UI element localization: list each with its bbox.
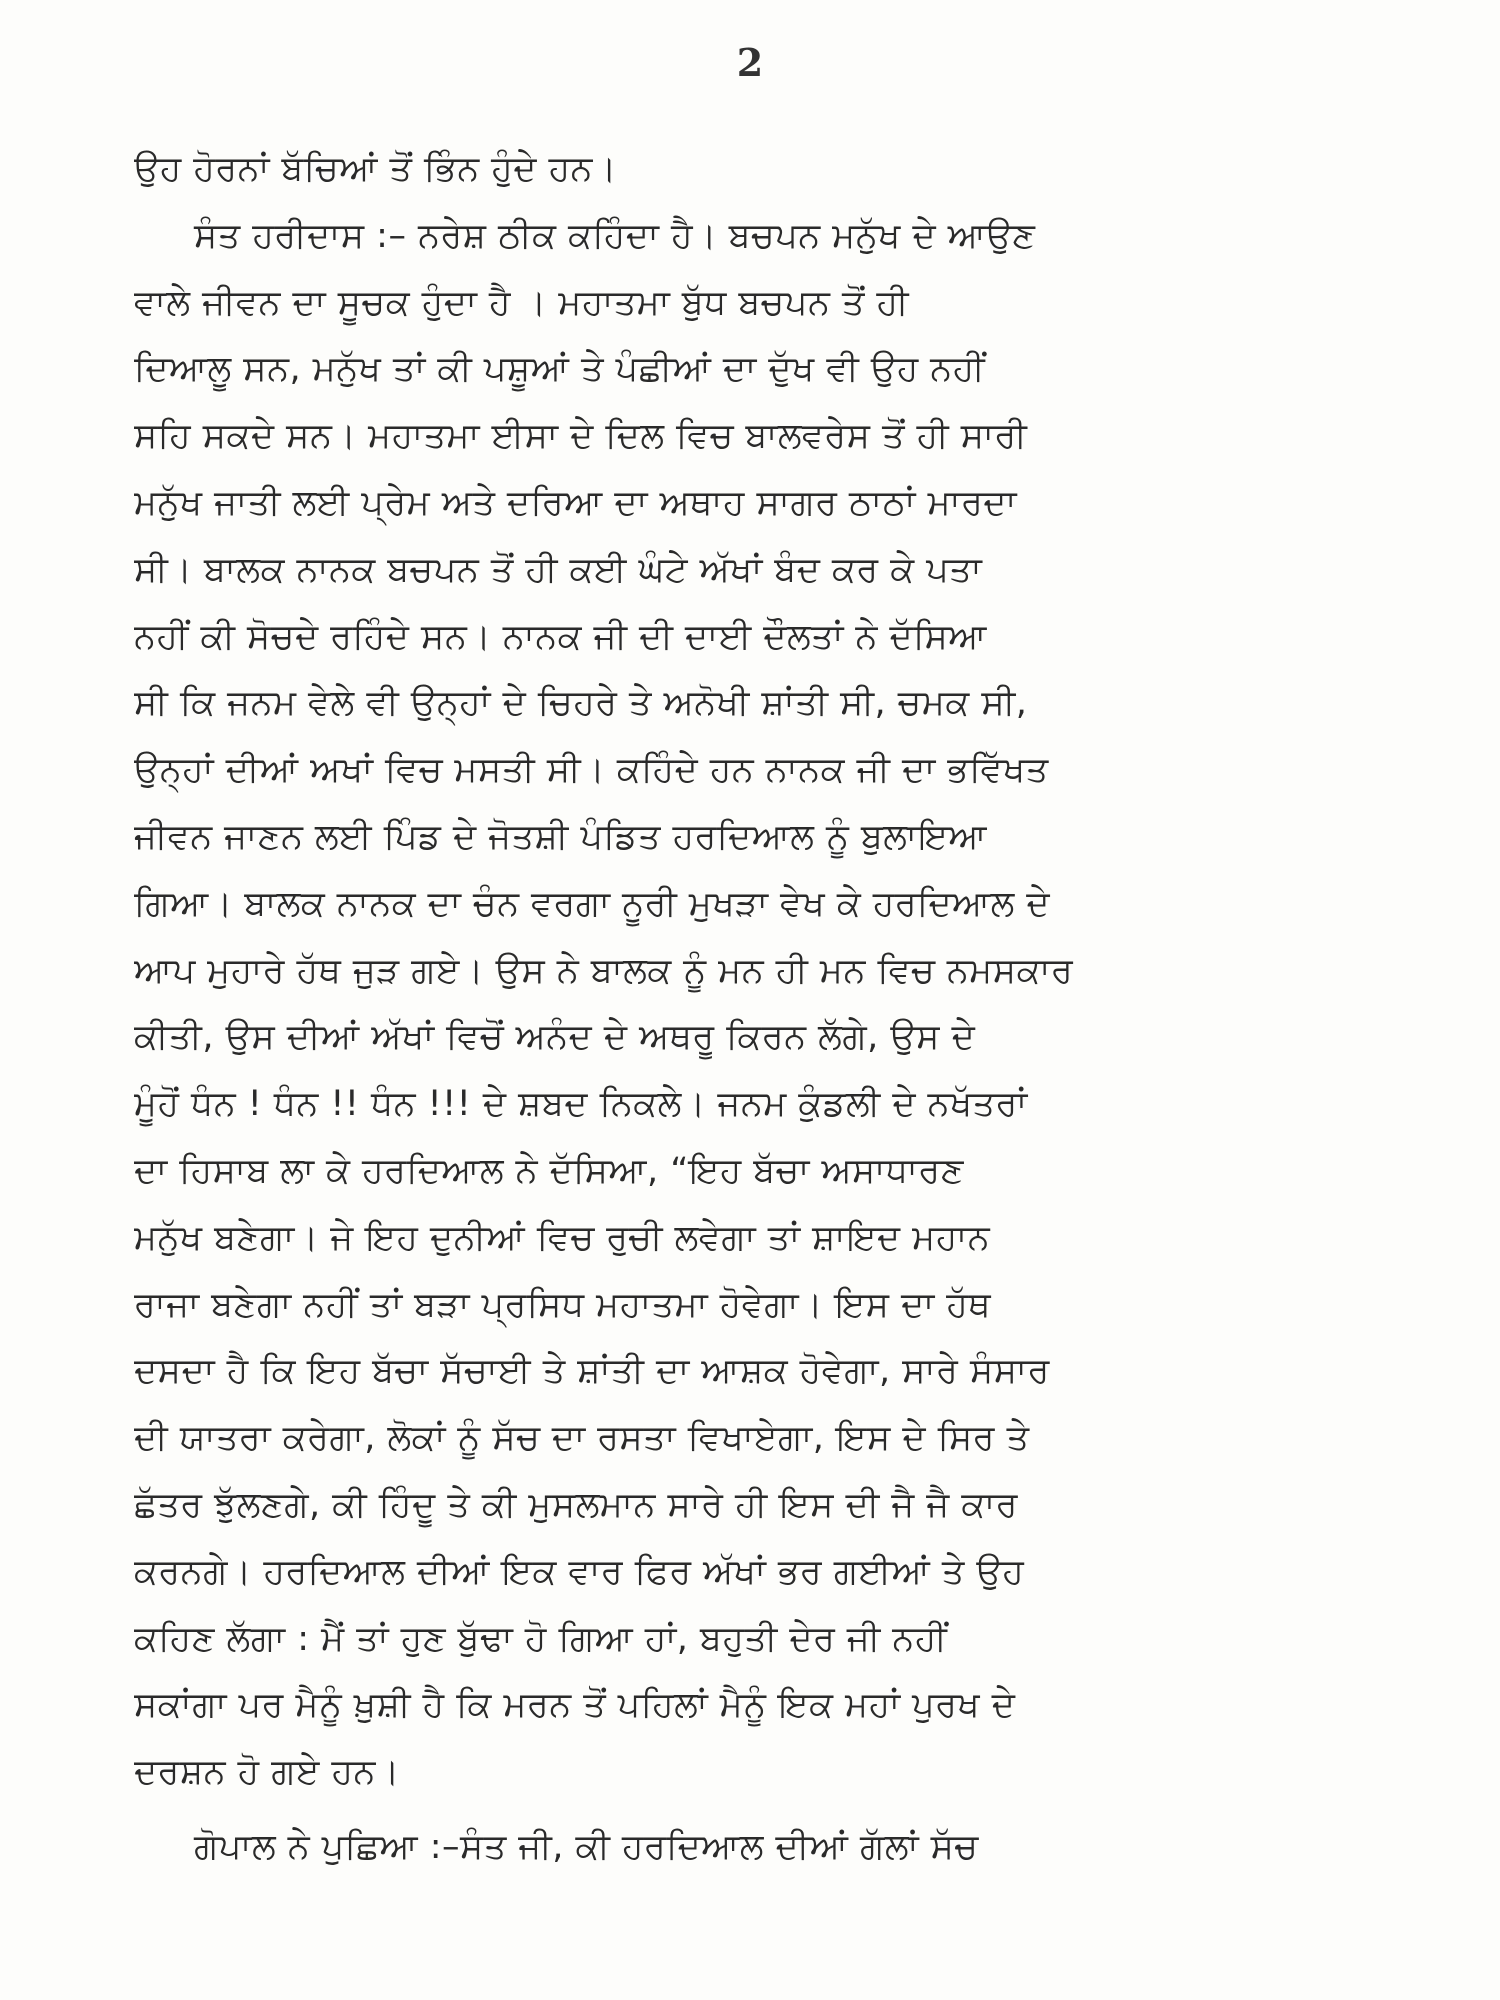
text-line: ਆਪ ਮੁਹਾਰੇ ਹੱਥ ਜੁੜ ਗਏ। ਉਸ ਨੇ ਬਾਲਕ ਨੂੰ ਮਨ ਹੀ ਮਨ ਵਿਚ ਨਮਸਕਾਰ [134, 950, 1074, 991]
text-line: ਮਨੁੱਖ ਬਣੇਗਾ। ਜੇ ਇਹ ਦੁਨੀਆਂ ਵਿਚ ਰੁਚੀ ਲਵੇਗਾ ਤਾਂ ਸ਼ਾਇਦ ਮਹਾਨ [134, 1217, 991, 1258]
text-line: ਨਹੀਂ ਕੀ ਸੋਚਦੇ ਰਹਿੰਦੇ ਸਨ। ਨਾਨਕ ਜੀ ਦੀ ਦਾਈ ਦੌਲਤਾਂ ਨੇ ਦੱਸਿਆ [134, 616, 987, 657]
page-number: 2 [736, 40, 764, 85]
text-line: ਵਾਲੇ ਜੀਵਨ ਦਾ ਸੂਚਕ ਹੁੰਦਾ ਹੈ । ਮਹਾਤਮਾ ਬੁੱਧ ਬਚਪਨ ਤੋਂ ਹੀ [134, 282, 910, 323]
body-text [134, 136, 1366, 1881]
text-line: ਦਾ ਹਿਸਾਬ ਲਾ ਕੇ ਹਰਦਿਆਲ ਨੇ ਦੱਸਿਆ, “ਇਹ ਬੱਚਾ ਅਸਾਧਾਰਣ [134, 1150, 964, 1191]
text-line: ਉਹ ਹੋਰਨਾਂ ਬੱਚਿਆਂ ਤੋਂ ਭਿੰਨ ਹੁੰਦੇ ਹਨ। [134, 149, 618, 189]
text-line: ਦੀ ਯਾਤਰਾ ਕਰੇਗਾ, ਲੋਕਾਂ ਨੂੰ ਸੱਚ ਦਾ ਰਸਤਾ ਵਿਖਾਏਗਾ, ਇਸ ਦੇ ਸਿਰ ਤੇ [134, 1418, 1030, 1459]
text-line: ਕਰਨਗੇ। ਹਰਦਿਆਲ ਦੀਆਂ ਇਕ ਵਾਰ ਫਿਰ ਅੱਖਾਂ ਭਰ ਗਈਆਂ ਤੇ ਉਹ [134, 1551, 1025, 1592]
text-line: ਰਾਜਾ ਬਣੇਗਾ ਨਹੀਂ ਤਾਂ ਬੜਾ ਪ੍ਰਸਿਧ ਮਹਾਤਮਾ ਹੋਵੇਗਾ। ਇਸ ਦਾ ਹੱਥ [134, 1284, 992, 1325]
text-line: ਮਨੁੱਖ ਜਾਤੀ ਲਈ ਪ੍ਰੇਮ ਅਤੇ ਦਰਿਆ ਦਾ ਅਥਾਹ ਸਾਗਰ ਠਾਠਾਂ ਮਾਰਦਾ [134, 482, 1017, 523]
text-line: ਦਿਆਲੂ ਸਨ, ਮਨੁੱਖ ਤਾਂ ਕੀ ਪਸ਼ੂਆਂ ਤੇ ਪੰਛੀਆਂ ਦਾ ਦੁੱਖ ਵੀ ਉਹ ਨਹੀਂ [134, 349, 986, 390]
text-line: ਕਹਿਣ ਲੱਗਾ : ਮੈਂ ਤਾਂ ਹੁਣ ਬੁੱਢਾ ਹੋ ਗਿਆ ਹਾਂ, ਬਹੁਤੀ ਦੇਰ ਜੀ ਨਹੀਂ [134, 1618, 948, 1659]
text-line: ਸੀ। ਬਾਲਕ ਨਾਨਕ ਬਚਪਨ ਤੋਂ ਹੀ ਕਈ ਘੰਟੇ ਅੱਖਾਂ ਬੰਦ ਕਰ ਕੇ ਪਤਾ [134, 549, 983, 590]
text-line: ਕੀਤੀ, ਉਸ ਦੀਆਂ ਅੱਖਾਂ ਵਿਚੋਂ ਅਨੰਦ ਦੇ ਅਥਰੂ ਕਿਰਨ ਲੱਗੇ, ਉਸ ਦੇ [134, 1017, 976, 1058]
text-line: ਗਿਆ। ਬਾਲਕ ਨਾਨਕ ਦਾ ਚੰਨ ਵਰਗਾ ਨੂਰੀ ਮੁਖੜਾ ਵੇਖ ਕੇ ਹਰਦਿਆਲ ਦੇ [134, 883, 1051, 924]
text-line: ਸਕਾਂਗਾ ਪਰ ਮੈਨੂੰ ਖ਼ੁਸ਼ੀ ਹੈ ਕਿ ਮਰਨ ਤੋਂ ਪਹਿਲਾਂ ਮੈਨੂੰ ਇਕ ਮਹਾਂ ਪੁਰਖ ਦੇ [134, 1685, 1016, 1726]
text-line: ਸੰਤ ਹਰੀਦਾਸ :– ਨਰੇਸ਼ ਠੀਕ ਕਹਿੰਦਾ ਹੈ। ਬਚਪਨ ਮਨੁੱਖ ਦੇ ਆਉਣ [194, 215, 1036, 256]
text-line: ਸਹਿ ਸਕਦੇ ਸਨ। ਮਹਾਤਮਾ ਈਸਾ ਦੇ ਦਿਲ ਵਿਚ ਬਾਲਵਰੇਸ ਤੋਂ ਹੀ ਸਾਰੀ [134, 416, 1028, 457]
text-line: ਮੂੰਹੋਂ ਧੰਨ ! ਧੰਨ !! ਧੰਨ !!! ਦੇ ਸ਼ਬਦ ਨਿਕਲੇ। ਜਨਮ ਕੁੰਡਲੀ ਦੇ ਨਖੱਤਰਾਂ [134, 1084, 1028, 1125]
text-line: ਉਨ੍ਹਾਂ ਦੀਆਂ ਅਖਾਂ ਵਿਚ ਮਸਤੀ ਸੀ। ਕਹਿੰਦੇ ਹਨ ਨਾਨਕ ਜੀ ਦਾ ਭਵਿੱਖਤ [134, 750, 1049, 791]
text-line: ਜੀਵਨ ਜਾਣਨ ਲਈ ਪਿੰਡ ਦੇ ਜੋਤਸ਼ੀ ਪੰਡਿਤ ਹਰਦਿਆਲ ਨੂੰ ਬੁਲਾਇਆ [134, 816, 987, 857]
text-line: ਦਸਦਾ ਹੈ ਕਿ ਇਹ ਬੱਚਾ ਸੱਚਾਈ ਤੇ ਸ਼ਾਂਤੀ ਦਾ ਆਸ਼ਕ ਹੋਵੇਗਾ, ਸਾਰੇ ਸੰਸਾਰ [134, 1351, 1050, 1392]
text-line: ਗੋਪਾਲ ਨੇ ਪੁਛਿਆ :–ਸੰਤ ਜੀ, ਕੀ ਹਰਦਿਆਲ ਦੀਆਂ ਗੱਲਾਂ ਸੱਚ [194, 1826, 979, 1867]
text-line: ਦਰਸ਼ਨ ਹੋ ਗਏ ਹਨ। [134, 1752, 401, 1793]
text-line: ਸੀ ਕਿ ਜਨਮ ਵੇਲੇ ਵੀ ਉਨ੍ਹਾਂ ਦੇ ਚਿਹਰੇ ਤੇ ਅਨੋਖੀ ਸ਼ਾਂਤੀ ਸੀ, ਚਮਕ ਸੀ, [134, 683, 1028, 724]
text-line: ਛੱਤਰ ਝੁੱਲਣਗੇ, ਕੀ ਹਿੰਦੂ ਤੇ ਕੀ ਮੁਸਲਮਾਨ ਸਾਰੇ ਹੀ ਇਸ ਦੀ ਜੈ ਜੈ ਕਾਰ [134, 1484, 1018, 1525]
